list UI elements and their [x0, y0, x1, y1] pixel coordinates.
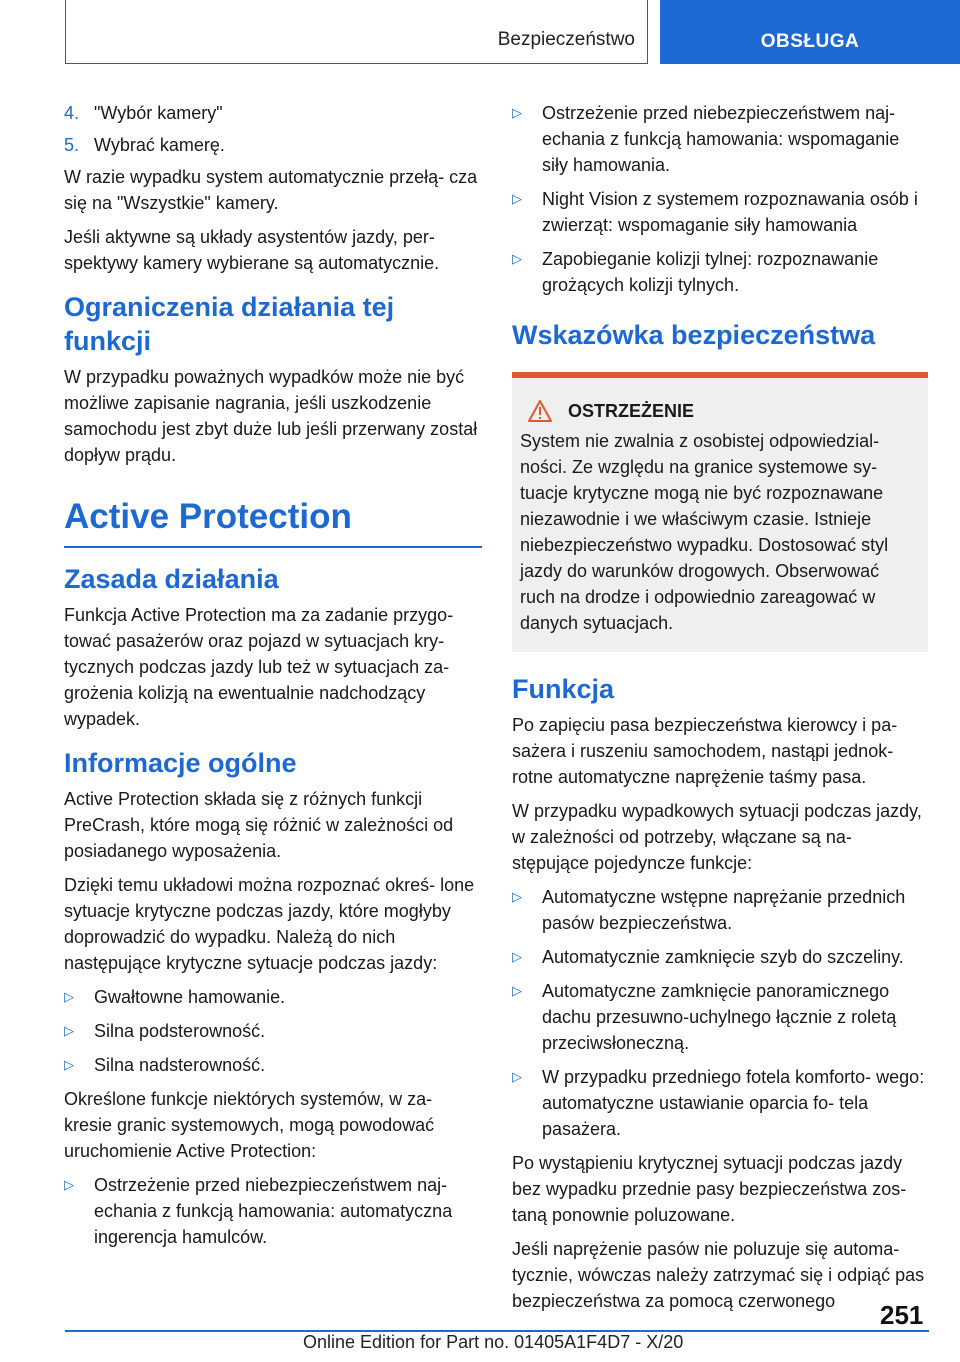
paragraph: Funkcja Active Protection ma za zadanie przygo‐ tować pasażerów oraz pojazd w sytuacjach kry‐ tycznych podczas jazdy lub też w sytuacjach za‐ grożenia kolizją na ewentualnie nadchodzący wypadek. [64, 605, 454, 729]
list-item [512, 1064, 928, 1142]
heading-principle: Zasada działania [64, 564, 279, 594]
heading-function: Funkcja [512, 674, 615, 704]
step-number: 4. [64, 103, 80, 123]
list-item [512, 884, 928, 936]
page-number: 251 [880, 1300, 924, 1330]
bullet-triangle-icon [512, 978, 542, 1056]
bullet-triangle-icon [512, 246, 542, 298]
heading-safety: Wskazówka bezpieczeństwa [512, 320, 876, 350]
warning-text: System nie zwalnia z osobistej odpowiedzial‐ ności. Ze względu na granice systemowe sy‐ tuacje krytyczne mogą nie być rozpoznawane niezawodnie i we właściwym czasie. Istnieje niebezpieczeństwo wypadku. Dostosować styl jazdy do warunków drogowych. Obserwować ruch na drodze i odpowiednio zareagować w danych sytuacjach. [520, 431, 889, 633]
list-item [64, 1052, 482, 1078]
footer-edition: Online Edition for Part no. 01405A1F4D7 - X/20 [303, 1332, 684, 1352]
list-item-text: Silna nadsterowność. [94, 1055, 266, 1075]
step-4 [64, 100, 482, 126]
list-item-text: Zapobieganie kolizji tylnej: rozpoznawanie grożących kolizji tylnych. [542, 249, 879, 295]
bullet-triangle-icon [64, 1018, 94, 1044]
list-item [512, 944, 928, 970]
paragraph: W razie wypadku system automatycznie przełą‐ cza się na "Wszystkie" kamery. [64, 167, 478, 213]
bullet-triangle-icon [512, 944, 542, 970]
bullet-triangle-icon [512, 100, 542, 178]
step-number: 5. [64, 135, 80, 155]
paragraph: W przypadku wypadkowych sytuacji podczas jazdy, w zależności od potrzeby, włączane są na‐ stępujące pojedyncze funkcje: [512, 801, 922, 873]
heading-general: Informacje ogólne [64, 748, 297, 778]
step-text: "Wybór kamery" [94, 103, 223, 123]
header-section-box [65, 0, 648, 64]
list-item [512, 246, 928, 298]
list-item-text: W przypadku przedniego fotela komforto‐ wego: automatyczne ustawianie oparcia fo‐ tela pasażera. [542, 1067, 925, 1139]
chapter-rule [64, 496, 482, 548]
warning-box [512, 372, 928, 652]
list-item-text: Ostrzeżenie przed niebezpieczeństwem naj‐ echania z funkcją hamowania: wspomaganie siły hamowania. [542, 103, 900, 175]
warning-title [520, 400, 914, 422]
list-item-text: Automatyczne zamknięcie panoramicznego dachu przesuwno-uchylnego łącznie z roletą przeciwsłoneczną. [542, 981, 897, 1053]
paragraph: Dzięki temu układowi można rozpoznać okreś‐ lone sytuacje krytyczne podczas jazdy, które mogłyby doprowadzić do wypadku. Należą do nich następujące krytyczne sytuacje podczas jazdy: [64, 875, 475, 973]
step-text: Wybrać kamerę. [94, 135, 225, 155]
bullet-triangle-icon [512, 1064, 542, 1142]
list-item-text: Ostrzeżenie przed niebezpieczeństwem naj‐ echania z funkcją hamowania: automatyczna ingerencja hamulców. [94, 1175, 453, 1247]
list-item-text: Silna podsterowność. [94, 1021, 266, 1041]
paragraph: Jeśli naprężenie pasów nie poluzuje się automa‐ tycznie, wówczas należy zatrzymać się i odpiąć pas bezpieczeństwa za pomocą czerwonego [512, 1239, 925, 1311]
header-tab[interactable]: OBSŁUGA [660, 0, 960, 64]
paragraph: Active Protection składa się z różnych funkcji PreCrash, które mogą się różnić w zależności od posiadanego wyposażenia. [64, 789, 454, 861]
list-item-text: Automatyczne wstępne naprężanie przednich pasów bezpieczeństwa. [542, 887, 906, 933]
bullet-triangle-icon [64, 984, 94, 1010]
warning-title-text: OSTRZEŻENIE [568, 400, 695, 421]
paragraph: Po zapięciu pasa bezpieczeństwa kierowcy i pa‐ sażera i ruszeniu samochodem, nastąpi jednok‐ rotne automatyczne naprężenie taśmy pasa. [512, 715, 898, 787]
list-item [64, 1018, 482, 1044]
right-column [512, 100, 928, 1322]
bullet-triangle-icon [512, 186, 542, 238]
list-item [512, 978, 928, 1056]
paragraph: W przypadku poważnych wypadków może nie być możliwe zapisanie nagrania, jeśli uszkodzenie samochodu jest zbyt duże lub jeśli przerwany został dopływ prądu. [64, 367, 478, 465]
bullet-triangle-icon [64, 1052, 94, 1078]
warning-triangle-icon [528, 400, 552, 422]
paragraph: Określone funkcje niektórych systemów, w za‐ kresie granic systemowych, mogą powodować uruchomienie Active Protection: [64, 1089, 435, 1161]
bullet-triangle-icon [64, 1172, 94, 1250]
heading-limits: Ograniczenia działania tej funkcji [64, 292, 395, 356]
list-item-text: Automatycznie zamknięcie szyb do szczeliny. [542, 947, 904, 967]
chapter-title: Active Protection [64, 497, 352, 536]
list-item-text: Night Vision z systemem rozpoznawania osób i zwierząt: wspomaganie siły hamowania [542, 189, 918, 235]
list-item [64, 1172, 482, 1250]
step-5 [64, 132, 482, 158]
header-section-title: Bezpieczeństwo [497, 29, 635, 50]
left-column [64, 100, 482, 1258]
paragraph: Jeśli aktywne są układy asystentów jazdy, per‐ spektywy kamery wybierane są automatycznie. [64, 227, 440, 273]
paragraph: Po wystąpieniu krytycznej sytuacji podczas jazdy bez wypadku przednie pasy bezpieczeństwa zos‐ taną ponownie poluzowane. [512, 1153, 907, 1225]
list-item [512, 186, 928, 238]
list-item [64, 984, 482, 1010]
bullet-triangle-icon [512, 884, 542, 936]
list-item [512, 100, 928, 178]
list-item-text: Gwałtowne hamowanie. [94, 987, 286, 1007]
